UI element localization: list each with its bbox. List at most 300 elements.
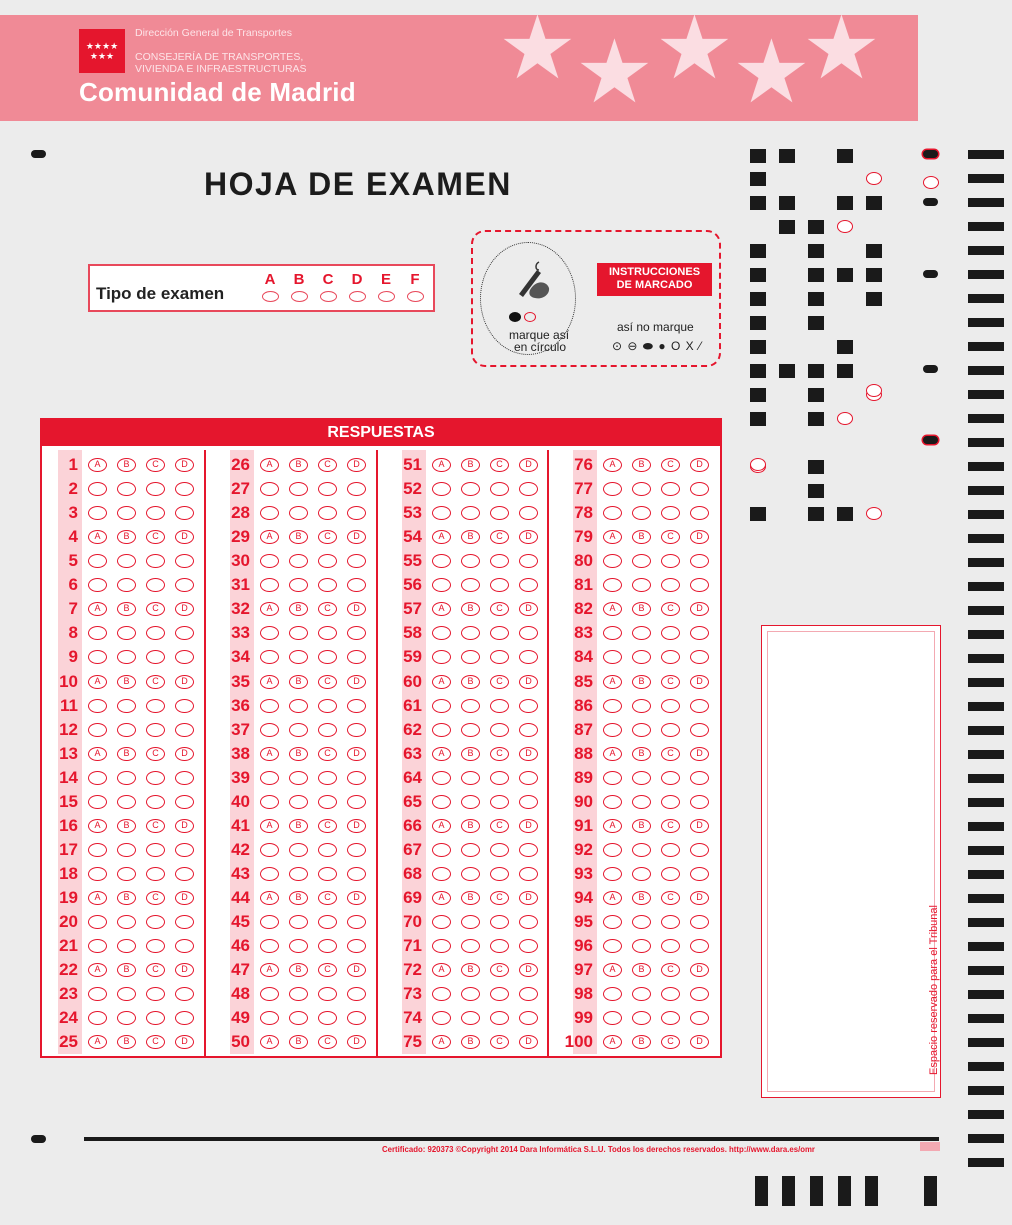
answer-bubble-46-c[interactable] bbox=[318, 939, 337, 953]
answer-bubble-35-b[interactable]: B bbox=[289, 675, 308, 689]
answer-bubble-57-d[interactable]: D bbox=[519, 602, 538, 616]
answer-bubble-79-d[interactable]: D bbox=[690, 530, 709, 544]
answer-bubble-86-a[interactable] bbox=[603, 699, 622, 713]
answer-bubble-27-a[interactable] bbox=[260, 482, 279, 496]
code-bubble[interactable] bbox=[837, 412, 853, 425]
answer-bubble-100-d[interactable]: D bbox=[690, 1035, 709, 1049]
answer-bubble-11-d[interactable] bbox=[175, 699, 194, 713]
answer-bubble-49-c[interactable] bbox=[318, 1011, 337, 1025]
answer-bubble-97-b[interactable]: B bbox=[632, 963, 651, 977]
answer-bubble-99-d[interactable] bbox=[690, 1011, 709, 1025]
answer-bubble-51-a[interactable]: A bbox=[432, 458, 451, 472]
answer-bubble-68-c[interactable] bbox=[490, 867, 509, 881]
answer-bubble-93-a[interactable] bbox=[603, 867, 622, 881]
answer-bubble-78-d[interactable] bbox=[690, 506, 709, 520]
answer-bubble-96-d[interactable] bbox=[690, 939, 709, 953]
answer-bubble-27-d[interactable] bbox=[347, 482, 366, 496]
answer-bubble-75-c[interactable]: C bbox=[490, 1035, 509, 1049]
answer-bubble-74-d[interactable] bbox=[519, 1011, 538, 1025]
answer-bubble-21-a[interactable] bbox=[88, 939, 107, 953]
answer-bubble-47-b[interactable]: B bbox=[289, 963, 308, 977]
answer-bubble-3-a[interactable] bbox=[88, 506, 107, 520]
answer-bubble-24-c[interactable] bbox=[146, 1011, 165, 1025]
answer-bubble-10-a[interactable]: A bbox=[88, 675, 107, 689]
answer-bubble-96-c[interactable] bbox=[661, 939, 680, 953]
answer-bubble-86-b[interactable] bbox=[632, 699, 651, 713]
answer-bubble-25-b[interactable]: B bbox=[117, 1035, 136, 1049]
answer-bubble-74-a[interactable] bbox=[432, 1011, 451, 1025]
answer-bubble-43-b[interactable] bbox=[289, 867, 308, 881]
answer-bubble-70-b[interactable] bbox=[461, 915, 480, 929]
answer-bubble-16-d[interactable]: D bbox=[175, 819, 194, 833]
answer-bubble-46-d[interactable] bbox=[347, 939, 366, 953]
answer-bubble-71-a[interactable] bbox=[432, 939, 451, 953]
answer-bubble-18-c[interactable] bbox=[146, 867, 165, 881]
answer-bubble-36-b[interactable] bbox=[289, 699, 308, 713]
answer-bubble-40-b[interactable] bbox=[289, 795, 308, 809]
answer-bubble-26-c[interactable]: C bbox=[318, 458, 337, 472]
answer-bubble-3-b[interactable] bbox=[117, 506, 136, 520]
answer-bubble-70-a[interactable] bbox=[432, 915, 451, 929]
answer-bubble-2-d[interactable] bbox=[175, 482, 194, 496]
answer-bubble-21-d[interactable] bbox=[175, 939, 194, 953]
answer-bubble-20-d[interactable] bbox=[175, 915, 194, 929]
answer-bubble-15-c[interactable] bbox=[146, 795, 165, 809]
answer-bubble-26-d[interactable]: D bbox=[347, 458, 366, 472]
answer-bubble-51-c[interactable]: C bbox=[490, 458, 509, 472]
answer-bubble-63-c[interactable]: C bbox=[490, 747, 509, 761]
answer-bubble-13-a[interactable]: A bbox=[88, 747, 107, 761]
answer-bubble-73-d[interactable] bbox=[519, 987, 538, 1001]
answer-bubble-32-c[interactable]: C bbox=[318, 602, 337, 616]
answer-bubble-62-a[interactable] bbox=[432, 723, 451, 737]
answer-bubble-36-a[interactable] bbox=[260, 699, 279, 713]
answer-bubble-10-c[interactable]: C bbox=[146, 675, 165, 689]
answer-bubble-90-b[interactable] bbox=[632, 795, 651, 809]
answer-bubble-71-c[interactable] bbox=[490, 939, 509, 953]
answer-bubble-77-d[interactable] bbox=[690, 482, 709, 496]
answer-bubble-94-d[interactable]: D bbox=[690, 891, 709, 905]
answer-bubble-23-d[interactable] bbox=[175, 987, 194, 1001]
answer-bubble-17-b[interactable] bbox=[117, 843, 136, 857]
answer-bubble-94-a[interactable]: A bbox=[603, 891, 622, 905]
answer-bubble-11-a[interactable] bbox=[88, 699, 107, 713]
answer-bubble-78-b[interactable] bbox=[632, 506, 651, 520]
answer-bubble-95-c[interactable] bbox=[661, 915, 680, 929]
answer-bubble-28-a[interactable] bbox=[260, 506, 279, 520]
answer-bubble-51-d[interactable]: D bbox=[519, 458, 538, 472]
answer-bubble-94-b[interactable]: B bbox=[632, 891, 651, 905]
answer-bubble-40-c[interactable] bbox=[318, 795, 337, 809]
answer-bubble-32-d[interactable]: D bbox=[347, 602, 366, 616]
answer-bubble-13-b[interactable]: B bbox=[117, 747, 136, 761]
answer-bubble-73-b[interactable] bbox=[461, 987, 480, 1001]
answer-bubble-89-a[interactable] bbox=[603, 771, 622, 785]
answer-bubble-91-c[interactable]: C bbox=[661, 819, 680, 833]
answer-bubble-89-b[interactable] bbox=[632, 771, 651, 785]
answer-bubble-94-c[interactable]: C bbox=[661, 891, 680, 905]
answer-bubble-92-c[interactable] bbox=[661, 843, 680, 857]
answer-bubble-37-b[interactable] bbox=[289, 723, 308, 737]
answer-bubble-99-b[interactable] bbox=[632, 1011, 651, 1025]
answer-bubble-64-d[interactable] bbox=[519, 771, 538, 785]
answer-bubble-43-a[interactable] bbox=[260, 867, 279, 881]
answer-bubble-50-d[interactable]: D bbox=[347, 1035, 366, 1049]
answer-bubble-92-a[interactable] bbox=[603, 843, 622, 857]
answer-bubble-21-b[interactable] bbox=[117, 939, 136, 953]
answer-bubble-19-b[interactable]: B bbox=[117, 891, 136, 905]
answer-bubble-88-b[interactable]: B bbox=[632, 747, 651, 761]
tipo-bubble-e[interactable] bbox=[378, 291, 395, 302]
answer-bubble-44-b[interactable]: B bbox=[289, 891, 308, 905]
answer-bubble-74-b[interactable] bbox=[461, 1011, 480, 1025]
answer-bubble-62-c[interactable] bbox=[490, 723, 509, 737]
answer-bubble-50-b[interactable]: B bbox=[289, 1035, 308, 1049]
answer-bubble-75-a[interactable]: A bbox=[432, 1035, 451, 1049]
answer-bubble-36-d[interactable] bbox=[347, 699, 366, 713]
answer-bubble-96-a[interactable] bbox=[603, 939, 622, 953]
answer-bubble-89-d[interactable] bbox=[690, 771, 709, 785]
answer-bubble-20-b[interactable] bbox=[117, 915, 136, 929]
answer-bubble-76-c[interactable]: C bbox=[661, 458, 680, 472]
answer-bubble-28-b[interactable] bbox=[289, 506, 308, 520]
answer-bubble-2-a[interactable] bbox=[88, 482, 107, 496]
answer-bubble-27-c[interactable] bbox=[318, 482, 337, 496]
answer-bubble-53-c[interactable] bbox=[490, 506, 509, 520]
answer-bubble-7-b[interactable]: B bbox=[117, 602, 136, 616]
answer-bubble-37-d[interactable] bbox=[347, 723, 366, 737]
answer-bubble-1-b[interactable]: B bbox=[117, 458, 136, 472]
answer-bubble-28-c[interactable] bbox=[318, 506, 337, 520]
answer-bubble-98-a[interactable] bbox=[603, 987, 622, 1001]
answer-bubble-25-c[interactable]: C bbox=[146, 1035, 165, 1049]
answer-bubble-19-a[interactable]: A bbox=[88, 891, 107, 905]
answer-bubble-65-a[interactable] bbox=[432, 795, 451, 809]
answer-bubble-88-c[interactable]: C bbox=[661, 747, 680, 761]
answer-bubble-13-d[interactable]: D bbox=[175, 747, 194, 761]
answer-bubble-15-d[interactable] bbox=[175, 795, 194, 809]
answer-bubble-90-c[interactable] bbox=[661, 795, 680, 809]
answer-bubble-46-b[interactable] bbox=[289, 939, 308, 953]
answer-bubble-65-d[interactable] bbox=[519, 795, 538, 809]
answer-bubble-97-a[interactable]: A bbox=[603, 963, 622, 977]
answer-bubble-44-c[interactable]: C bbox=[318, 891, 337, 905]
answer-bubble-43-d[interactable] bbox=[347, 867, 366, 881]
answer-bubble-39-b[interactable] bbox=[289, 771, 308, 785]
answer-bubble-15-b[interactable] bbox=[117, 795, 136, 809]
answer-bubble-42-c[interactable] bbox=[318, 843, 337, 857]
answer-bubble-78-a[interactable] bbox=[603, 506, 622, 520]
answer-bubble-38-a[interactable]: A bbox=[260, 747, 279, 761]
answer-bubble-85-c[interactable]: C bbox=[661, 675, 680, 689]
answer-bubble-48-b[interactable] bbox=[289, 987, 308, 1001]
answer-bubble-10-b[interactable]: B bbox=[117, 675, 136, 689]
answer-bubble-29-a[interactable]: A bbox=[260, 530, 279, 544]
answer-bubble-79-c[interactable]: C bbox=[661, 530, 680, 544]
answer-bubble-20-c[interactable] bbox=[146, 915, 165, 929]
answer-bubble-92-d[interactable] bbox=[690, 843, 709, 857]
answer-bubble-43-c[interactable] bbox=[318, 867, 337, 881]
answer-bubble-16-b[interactable]: B bbox=[117, 819, 136, 833]
answer-bubble-87-b[interactable] bbox=[632, 723, 651, 737]
answer-bubble-37-c[interactable] bbox=[318, 723, 337, 737]
answer-bubble-88-a[interactable]: A bbox=[603, 747, 622, 761]
answer-bubble-38-c[interactable]: C bbox=[318, 747, 337, 761]
answer-bubble-3-d[interactable] bbox=[175, 506, 194, 520]
answer-bubble-22-c[interactable]: C bbox=[146, 963, 165, 977]
tipo-bubble-b[interactable] bbox=[291, 291, 308, 302]
answer-bubble-1-a[interactable]: A bbox=[88, 458, 107, 472]
answer-bubble-57-c[interactable]: C bbox=[490, 602, 509, 616]
answer-bubble-47-c[interactable]: C bbox=[318, 963, 337, 977]
answer-bubble-87-c[interactable] bbox=[661, 723, 680, 737]
answer-bubble-41-b[interactable]: B bbox=[289, 819, 308, 833]
answer-bubble-62-d[interactable] bbox=[519, 723, 538, 737]
answer-bubble-68-b[interactable] bbox=[461, 867, 480, 881]
code-bubble[interactable] bbox=[866, 384, 882, 397]
answer-bubble-11-b[interactable] bbox=[117, 699, 136, 713]
answer-bubble-13-c[interactable]: C bbox=[146, 747, 165, 761]
answer-bubble-61-b[interactable] bbox=[461, 699, 480, 713]
code-bubble[interactable] bbox=[837, 220, 853, 233]
answer-bubble-52-b[interactable] bbox=[461, 482, 480, 496]
answer-bubble-47-a[interactable]: A bbox=[260, 963, 279, 977]
answer-bubble-11-c[interactable] bbox=[146, 699, 165, 713]
answer-bubble-14-c[interactable] bbox=[146, 771, 165, 785]
answer-bubble-98-b[interactable] bbox=[632, 987, 651, 1001]
answer-bubble-19-c[interactable]: C bbox=[146, 891, 165, 905]
answer-bubble-4-c[interactable]: C bbox=[146, 530, 165, 544]
answer-bubble-54-c[interactable]: C bbox=[490, 530, 509, 544]
answer-bubble-90-d[interactable] bbox=[690, 795, 709, 809]
answer-bubble-12-d[interactable] bbox=[175, 723, 194, 737]
answer-bubble-12-a[interactable] bbox=[88, 723, 107, 737]
answer-bubble-47-d[interactable]: D bbox=[347, 963, 366, 977]
answer-bubble-95-d[interactable] bbox=[690, 915, 709, 929]
answer-bubble-54-d[interactable]: D bbox=[519, 530, 538, 544]
answer-bubble-53-a[interactable] bbox=[432, 506, 451, 520]
answer-bubble-93-c[interactable] bbox=[661, 867, 680, 881]
answer-bubble-93-d[interactable] bbox=[690, 867, 709, 881]
answer-bubble-2-b[interactable] bbox=[117, 482, 136, 496]
answer-bubble-67-c[interactable] bbox=[490, 843, 509, 857]
answer-bubble-24-b[interactable] bbox=[117, 1011, 136, 1025]
answer-bubble-61-d[interactable] bbox=[519, 699, 538, 713]
answer-bubble-86-c[interactable] bbox=[661, 699, 680, 713]
answer-bubble-18-a[interactable] bbox=[88, 867, 107, 881]
answer-bubble-60-a[interactable]: A bbox=[432, 675, 451, 689]
answer-bubble-44-d[interactable]: D bbox=[347, 891, 366, 905]
answer-bubble-76-b[interactable]: B bbox=[632, 458, 651, 472]
answer-bubble-41-d[interactable]: D bbox=[347, 819, 366, 833]
answer-bubble-57-a[interactable]: A bbox=[432, 602, 451, 616]
answer-bubble-71-b[interactable] bbox=[461, 939, 480, 953]
answer-bubble-19-d[interactable]: D bbox=[175, 891, 194, 905]
answer-bubble-95-a[interactable] bbox=[603, 915, 622, 929]
answer-bubble-7-d[interactable]: D bbox=[175, 602, 194, 616]
answer-bubble-38-b[interactable]: B bbox=[289, 747, 308, 761]
answer-bubble-39-c[interactable] bbox=[318, 771, 337, 785]
answer-bubble-29-c[interactable]: C bbox=[318, 530, 337, 544]
answer-bubble-29-b[interactable]: B bbox=[289, 530, 308, 544]
answer-bubble-39-d[interactable] bbox=[347, 771, 366, 785]
code-bubble[interactable] bbox=[750, 458, 766, 471]
answer-bubble-26-b[interactable]: B bbox=[289, 458, 308, 472]
answer-bubble-90-a[interactable] bbox=[603, 795, 622, 809]
answer-bubble-17-d[interactable] bbox=[175, 843, 194, 857]
answer-bubble-23-b[interactable] bbox=[117, 987, 136, 1001]
answer-bubble-67-d[interactable] bbox=[519, 843, 538, 857]
answer-bubble-60-b[interactable]: B bbox=[461, 675, 480, 689]
answer-bubble-32-a[interactable]: A bbox=[260, 602, 279, 616]
answer-bubble-75-d[interactable]: D bbox=[519, 1035, 538, 1049]
answer-bubble-20-a[interactable] bbox=[88, 915, 107, 929]
answer-bubble-76-a[interactable]: A bbox=[603, 458, 622, 472]
answer-bubble-22-d[interactable]: D bbox=[175, 963, 194, 977]
answer-bubble-74-c[interactable] bbox=[490, 1011, 509, 1025]
answer-bubble-92-b[interactable] bbox=[632, 843, 651, 857]
answer-bubble-40-d[interactable] bbox=[347, 795, 366, 809]
answer-bubble-54-a[interactable]: A bbox=[432, 530, 451, 544]
answer-bubble-54-b[interactable]: B bbox=[461, 530, 480, 544]
answer-bubble-65-b[interactable] bbox=[461, 795, 480, 809]
answer-bubble-77-c[interactable] bbox=[661, 482, 680, 496]
tipo-bubble-f[interactable] bbox=[407, 291, 424, 302]
answer-bubble-39-a[interactable] bbox=[260, 771, 279, 785]
answer-bubble-49-b[interactable] bbox=[289, 1011, 308, 1025]
answer-bubble-69-b[interactable]: B bbox=[461, 891, 480, 905]
answer-bubble-45-c[interactable] bbox=[318, 915, 337, 929]
answer-bubble-24-d[interactable] bbox=[175, 1011, 194, 1025]
answer-bubble-97-c[interactable]: C bbox=[661, 963, 680, 977]
answer-bubble-32-b[interactable]: B bbox=[289, 602, 308, 616]
answer-bubble-73-c[interactable] bbox=[490, 987, 509, 1001]
answer-bubble-48-c[interactable] bbox=[318, 987, 337, 1001]
answer-bubble-91-a[interactable]: A bbox=[603, 819, 622, 833]
answer-bubble-35-c[interactable]: C bbox=[318, 675, 337, 689]
answer-bubble-48-d[interactable] bbox=[347, 987, 366, 1001]
answer-bubble-23-a[interactable] bbox=[88, 987, 107, 1001]
answer-bubble-50-c[interactable]: C bbox=[318, 1035, 337, 1049]
answer-bubble-17-c[interactable] bbox=[146, 843, 165, 857]
answer-bubble-64-b[interactable] bbox=[461, 771, 480, 785]
answer-bubble-69-c[interactable]: C bbox=[490, 891, 509, 905]
answer-bubble-45-d[interactable] bbox=[347, 915, 366, 929]
answer-bubble-10-d[interactable]: D bbox=[175, 675, 194, 689]
answer-bubble-72-b[interactable]: B bbox=[461, 963, 480, 977]
answer-bubble-52-c[interactable] bbox=[490, 482, 509, 496]
answer-bubble-4-d[interactable]: D bbox=[175, 530, 194, 544]
answer-bubble-67-a[interactable] bbox=[432, 843, 451, 857]
answer-bubble-42-b[interactable] bbox=[289, 843, 308, 857]
answer-bubble-17-a[interactable] bbox=[88, 843, 107, 857]
answer-bubble-78-c[interactable] bbox=[661, 506, 680, 520]
answer-bubble-68-d[interactable] bbox=[519, 867, 538, 881]
answer-bubble-48-a[interactable] bbox=[260, 987, 279, 1001]
answer-bubble-51-b[interactable]: B bbox=[461, 458, 480, 472]
answer-bubble-60-c[interactable]: C bbox=[490, 675, 509, 689]
answer-bubble-37-a[interactable] bbox=[260, 723, 279, 737]
answer-bubble-21-c[interactable] bbox=[146, 939, 165, 953]
answer-bubble-29-d[interactable]: D bbox=[347, 530, 366, 544]
answer-bubble-25-a[interactable]: A bbox=[88, 1035, 107, 1049]
answer-bubble-68-a[interactable] bbox=[432, 867, 451, 881]
answer-bubble-71-d[interactable] bbox=[519, 939, 538, 953]
answer-bubble-75-b[interactable]: B bbox=[461, 1035, 480, 1049]
answer-bubble-1-c[interactable]: C bbox=[146, 458, 165, 472]
answer-bubble-63-d[interactable]: D bbox=[519, 747, 538, 761]
answer-bubble-65-c[interactable] bbox=[490, 795, 509, 809]
answer-bubble-26-a[interactable]: A bbox=[260, 458, 279, 472]
answer-bubble-14-a[interactable] bbox=[88, 771, 107, 785]
answer-bubble-97-d[interactable]: D bbox=[690, 963, 709, 977]
answer-bubble-73-a[interactable] bbox=[432, 987, 451, 1001]
answer-bubble-52-a[interactable] bbox=[432, 482, 451, 496]
answer-bubble-82-d[interactable]: D bbox=[690, 602, 709, 616]
answer-bubble-22-a[interactable]: A bbox=[88, 963, 107, 977]
answer-bubble-46-a[interactable] bbox=[260, 939, 279, 953]
answer-bubble-69-d[interactable]: D bbox=[519, 891, 538, 905]
answer-bubble-82-c[interactable]: C bbox=[661, 602, 680, 616]
answer-bubble-15-a[interactable] bbox=[88, 795, 107, 809]
answer-bubble-35-d[interactable]: D bbox=[347, 675, 366, 689]
answer-bubble-91-d[interactable]: D bbox=[690, 819, 709, 833]
answer-bubble-70-c[interactable] bbox=[490, 915, 509, 929]
answer-bubble-12-c[interactable] bbox=[146, 723, 165, 737]
answer-bubble-79-b[interactable]: B bbox=[632, 530, 651, 544]
answer-bubble-98-d[interactable] bbox=[690, 987, 709, 1001]
answer-bubble-3-c[interactable] bbox=[146, 506, 165, 520]
tipo-bubble-d[interactable] bbox=[349, 291, 366, 302]
answer-bubble-14-d[interactable] bbox=[175, 771, 194, 785]
answer-bubble-16-a[interactable]: A bbox=[88, 819, 107, 833]
answer-bubble-66-a[interactable]: A bbox=[432, 819, 451, 833]
answer-bubble-25-d[interactable]: D bbox=[175, 1035, 194, 1049]
tipo-bubble-c[interactable] bbox=[320, 291, 337, 302]
answer-bubble-23-c[interactable] bbox=[146, 987, 165, 1001]
answer-bubble-53-d[interactable] bbox=[519, 506, 538, 520]
answer-bubble-77-b[interactable] bbox=[632, 482, 651, 496]
answer-bubble-79-a[interactable]: A bbox=[603, 530, 622, 544]
answer-bubble-41-c[interactable]: C bbox=[318, 819, 337, 833]
answer-bubble-85-a[interactable]: A bbox=[603, 675, 622, 689]
code-bubble[interactable] bbox=[866, 507, 882, 520]
answer-bubble-35-a[interactable]: A bbox=[260, 675, 279, 689]
answer-bubble-49-d[interactable] bbox=[347, 1011, 366, 1025]
answer-bubble-27-b[interactable] bbox=[289, 482, 308, 496]
answer-bubble-49-a[interactable] bbox=[260, 1011, 279, 1025]
answer-bubble-42-d[interactable] bbox=[347, 843, 366, 857]
code-bubble[interactable] bbox=[866, 172, 882, 185]
answer-bubble-100-c[interactable]: C bbox=[661, 1035, 680, 1049]
answer-bubble-57-b[interactable]: B bbox=[461, 602, 480, 616]
answer-bubble-76-d[interactable]: D bbox=[690, 458, 709, 472]
answer-bubble-62-b[interactable] bbox=[461, 723, 480, 737]
answer-bubble-69-a[interactable]: A bbox=[432, 891, 451, 905]
answer-bubble-45-a[interactable] bbox=[260, 915, 279, 929]
answer-bubble-100-b[interactable]: B bbox=[632, 1035, 651, 1049]
answer-bubble-93-b[interactable] bbox=[632, 867, 651, 881]
answer-bubble-12-b[interactable] bbox=[117, 723, 136, 737]
answer-bubble-66-d[interactable]: D bbox=[519, 819, 538, 833]
answer-bubble-28-d[interactable] bbox=[347, 506, 366, 520]
answer-bubble-63-a[interactable]: A bbox=[432, 747, 451, 761]
answer-bubble-64-a[interactable] bbox=[432, 771, 451, 785]
answer-bubble-99-c[interactable] bbox=[661, 1011, 680, 1025]
answer-bubble-89-c[interactable] bbox=[661, 771, 680, 785]
answer-bubble-18-d[interactable] bbox=[175, 867, 194, 881]
answer-bubble-42-a[interactable] bbox=[260, 843, 279, 857]
